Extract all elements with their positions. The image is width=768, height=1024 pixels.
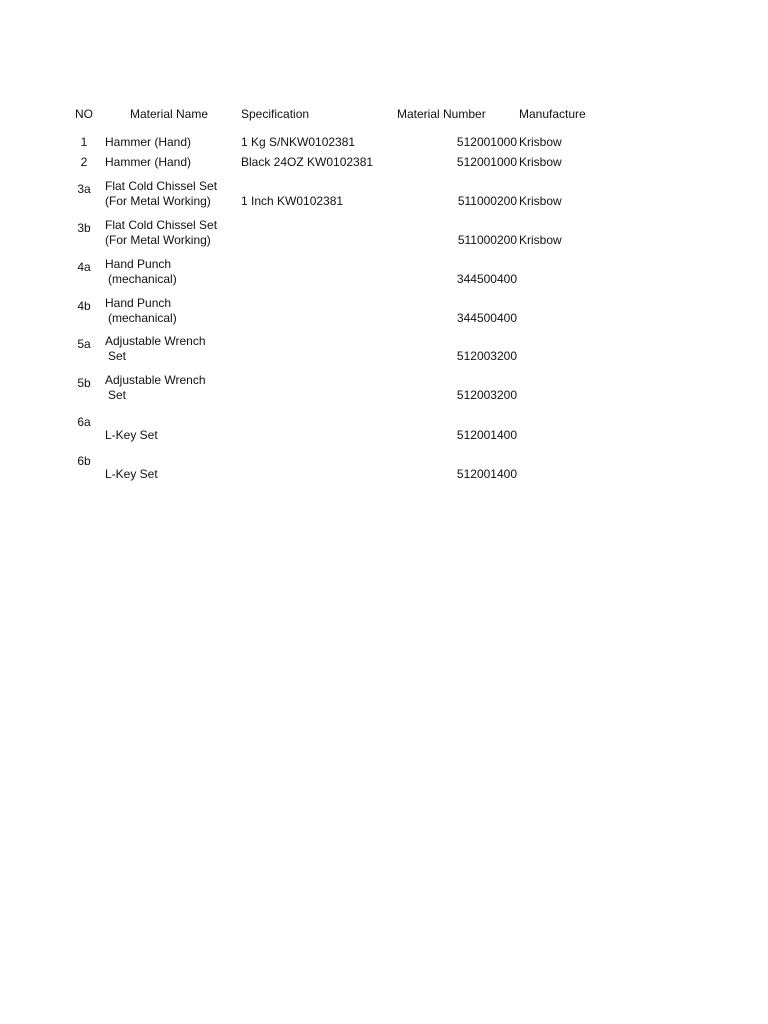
row-manufacture: Krisbow (519, 193, 562, 208)
row-material-number: 512001400 (456, 466, 517, 481)
header-manufacture: Manufacture (519, 107, 586, 121)
header-material-number: Material Number (397, 107, 486, 121)
row-material-number: 511000200 (457, 232, 517, 247)
row-material-number: 511000200 (457, 193, 517, 208)
row-material-number: 344500400 (456, 271, 517, 286)
row-specification: 1 Inch KW0102381 (241, 193, 344, 208)
row-manufacture: Krisbow (519, 135, 562, 149)
row-material-name-line2: (mechanical) (108, 271, 177, 286)
row-material-number: 512003200 (456, 387, 517, 402)
row-material-number: 512001400 (456, 427, 517, 442)
row-no: 5a (77, 337, 91, 351)
row-manufacture: Krisbow (519, 232, 562, 247)
header-material-name: Material Name (130, 107, 209, 121)
row-no: 6b (77, 454, 91, 468)
row-specification: Black 24OZ KW0102381 (241, 155, 374, 169)
row-material-name: Hammer (Hand) (105, 135, 192, 149)
row-material-number: 344500400 (456, 310, 517, 325)
row-specification: 1 Kg S/NKW0102381 (241, 135, 356, 149)
row-material-name-line1: Adjustable Wrench (105, 334, 206, 348)
header-specification: Specification (241, 107, 310, 121)
row-material-name-line2: Set (108, 348, 127, 363)
row-no: 1 (80, 135, 88, 149)
row-no: 5b (77, 376, 91, 390)
row-material-number: 512001000 (456, 135, 517, 149)
row-material-name: Hammer (Hand) (105, 155, 192, 169)
row-material-name: L-Key Set (105, 427, 158, 442)
row-material-name-line2: (For Metal Working) (105, 232, 211, 247)
row-material-name-line1: Hand Punch (105, 257, 172, 271)
row-material-number: 512001000 (456, 155, 517, 169)
row-material-name-line2: (mechanical) (108, 310, 177, 325)
row-material-name: L-Key Set (105, 466, 158, 481)
row-no: 6a (77, 415, 91, 429)
row-material-name-line1: Adjustable Wrench (105, 373, 206, 387)
row-no: 3b (77, 221, 91, 235)
header-no: NO (75, 107, 93, 121)
row-no: 4a (77, 260, 91, 274)
row-material-name-line1: Flat Cold Chissel Set (105, 179, 218, 193)
row-material-name-line2: (For Metal Working) (105, 193, 211, 208)
row-no: 4b (77, 299, 91, 313)
row-manufacture: Krisbow (519, 155, 562, 169)
row-no: 3a (77, 182, 91, 196)
row-no: 2 (80, 155, 88, 169)
row-material-name-line1: Hand Punch (105, 296, 172, 310)
row-material-name-line1: Flat Cold Chissel Set (105, 218, 218, 232)
row-material-number: 512003200 (456, 348, 517, 363)
row-material-name-line2: Set (108, 387, 127, 402)
